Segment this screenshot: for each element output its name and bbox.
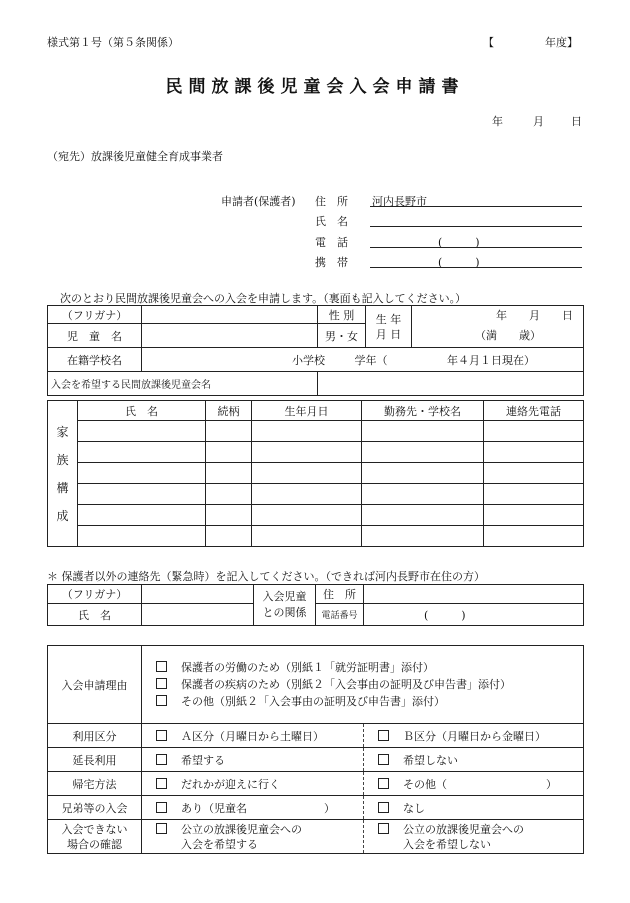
club-input[interactable] (318, 372, 584, 396)
family-header-phone: 連絡先電話 (484, 401, 584, 421)
table-row[interactable] (48, 463, 584, 484)
checkbox-icon[interactable] (378, 754, 389, 765)
page-title: 民間放課後児童会入会申請書 (165, 77, 465, 97)
birth-date[interactable]: 年 月 日 (412, 306, 584, 324)
public-club-yes[interactable]: 公立の放課後児童会への 入会を希望する (142, 820, 364, 854)
extension-yes[interactable]: 希望する (142, 748, 364, 772)
checkbox-icon[interactable] (156, 823, 167, 834)
child-furigana-label: （フリガナ） (48, 306, 142, 324)
public-club-no[interactable]: 公立の放課後児童会への 入会を希望しない (364, 820, 584, 854)
emergency-furigana-input[interactable] (142, 585, 254, 604)
emergency-address-label: 住 所 (316, 585, 364, 604)
table-row[interactable] (48, 484, 584, 505)
table-row[interactable] (48, 442, 584, 463)
emergency-phone-input[interactable]: ( ) (364, 604, 584, 626)
emergency-name-input[interactable] (142, 604, 254, 626)
fiscal-year-label: 年度】 (545, 36, 578, 49)
extension-no[interactable]: 希望しない (364, 748, 584, 772)
as-of-label: 年４月１日現在） (447, 353, 535, 367)
not-admitted-label: 入会できない 場合の確認 (48, 820, 142, 854)
form-number: 様式第１号（第５条関係） (47, 36, 179, 49)
emergency-phone-label: 電話番号 (316, 604, 364, 626)
sex-label: 性 別 (318, 306, 366, 324)
family-header-name: 氏 名 (78, 401, 206, 421)
intro-text: 次のとおり民間放課後児童会への入会を申請します。（裏面も記入してください。） (60, 292, 467, 305)
siblings-no[interactable]: なし (364, 796, 584, 820)
sex-options[interactable]: 男・女 (318, 324, 366, 348)
emergency-note: ＊ 保護者以外の連絡先（緊急時）を記入してください。（できれば河内長野市在住の方） (47, 570, 485, 583)
mobile-paren: ( ) (438, 256, 480, 269)
siblings-yes[interactable]: あり（児童名 ） (142, 796, 364, 820)
child-name-label: 児 童 名 (48, 324, 142, 348)
grade-label: 学年（ (354, 353, 388, 367)
birth-label: 生 年 月 日 (366, 306, 412, 348)
checkbox-icon[interactable] (156, 661, 167, 672)
date-day[interactable]: 日 (571, 115, 582, 128)
child-name-input[interactable] (142, 324, 318, 348)
checkbox-icon[interactable] (156, 778, 167, 789)
reason-option-illness[interactable]: 保護者の疾病のため（別紙２「入会事由の証明及び申告書」添付） (156, 676, 580, 693)
school-input[interactable] (142, 348, 584, 372)
checkbox-icon[interactable] (378, 802, 389, 813)
reason-options (142, 646, 584, 724)
return-label: 帰宅方法 (48, 772, 142, 796)
extension-label: 延長利用 (48, 748, 142, 772)
options-table (47, 645, 584, 854)
checkbox-icon[interactable] (378, 823, 389, 834)
addressee: （宛先）放課後児童健全育成事業者 (47, 150, 223, 163)
reason-label: 入会申請理由 (48, 646, 142, 724)
table-row[interactable] (48, 526, 584, 547)
family-header-work: 勤務先・学校名 (362, 401, 484, 421)
family-table (47, 400, 584, 547)
emergency-furigana-label: （フリガナ） (48, 585, 142, 604)
name-line[interactable] (370, 226, 582, 227)
checkbox-icon[interactable] (156, 678, 167, 689)
emergency-name-label: 氏 名 (48, 604, 142, 626)
school-label: 在籍学校名 (48, 348, 142, 372)
fiscal-year-bracket: 【 (483, 36, 494, 49)
family-header-relation: 続柄 (206, 401, 252, 421)
reason-option-other[interactable]: その他（別紙２「入会事由の証明及び申告書」添付） (156, 693, 580, 710)
phone-label: 電 話 (315, 236, 348, 249)
school-suffix: 小学校 (292, 353, 325, 367)
table-row[interactable] (48, 505, 584, 526)
checkbox-icon[interactable] (156, 695, 167, 706)
checkbox-icon[interactable] (156, 730, 167, 741)
family-header-birth: 生年月日 (252, 401, 362, 421)
emergency-table (47, 584, 584, 626)
phone-line[interactable] (370, 247, 582, 248)
checkbox-icon[interactable] (156, 802, 167, 813)
phone-paren: ( ) (438, 236, 480, 249)
child-info-table (47, 305, 584, 396)
club-label: 入会を希望する民間放課後児童会名 (48, 372, 318, 396)
family-side-label: 家 族 構 成 (48, 401, 78, 547)
usage-label: 利用区分 (48, 724, 142, 748)
child-furigana-input[interactable] (142, 306, 318, 324)
return-pickup[interactable]: だれかが迎えに行く (142, 772, 364, 796)
age[interactable]: （満 歳） (412, 324, 584, 348)
table-row[interactable] (48, 421, 584, 442)
date-year[interactable]: 年 (492, 115, 503, 128)
address-value[interactable]: 河内長野市 (372, 195, 427, 208)
date-month[interactable]: 月 (533, 115, 544, 128)
address-label: 住 所 (315, 195, 348, 208)
checkbox-icon[interactable] (378, 778, 389, 789)
checkbox-icon[interactable] (156, 754, 167, 765)
return-other[interactable]: その他（ ） (364, 772, 584, 796)
usage-option-a[interactable]: Ａ区分（月曜日から土曜日） (142, 724, 364, 748)
mobile-label: 携 帯 (315, 256, 348, 269)
emergency-address-input[interactable] (364, 585, 584, 604)
mobile-line[interactable] (370, 267, 582, 268)
relation-label: 入会児童 との関係 (254, 585, 316, 626)
siblings-label: 兄弟等の入会 (48, 796, 142, 820)
reason-option-work[interactable]: 保護者の労働のため（別紙１「就労証明書」添付） (156, 659, 580, 676)
address-line (370, 206, 582, 207)
usage-option-b[interactable]: Ｂ区分（月曜日から金曜日） (364, 724, 584, 748)
name-label: 氏 名 (315, 215, 348, 228)
applicant-label: 申請者(保護者) (221, 195, 296, 208)
checkbox-icon[interactable] (378, 730, 389, 741)
